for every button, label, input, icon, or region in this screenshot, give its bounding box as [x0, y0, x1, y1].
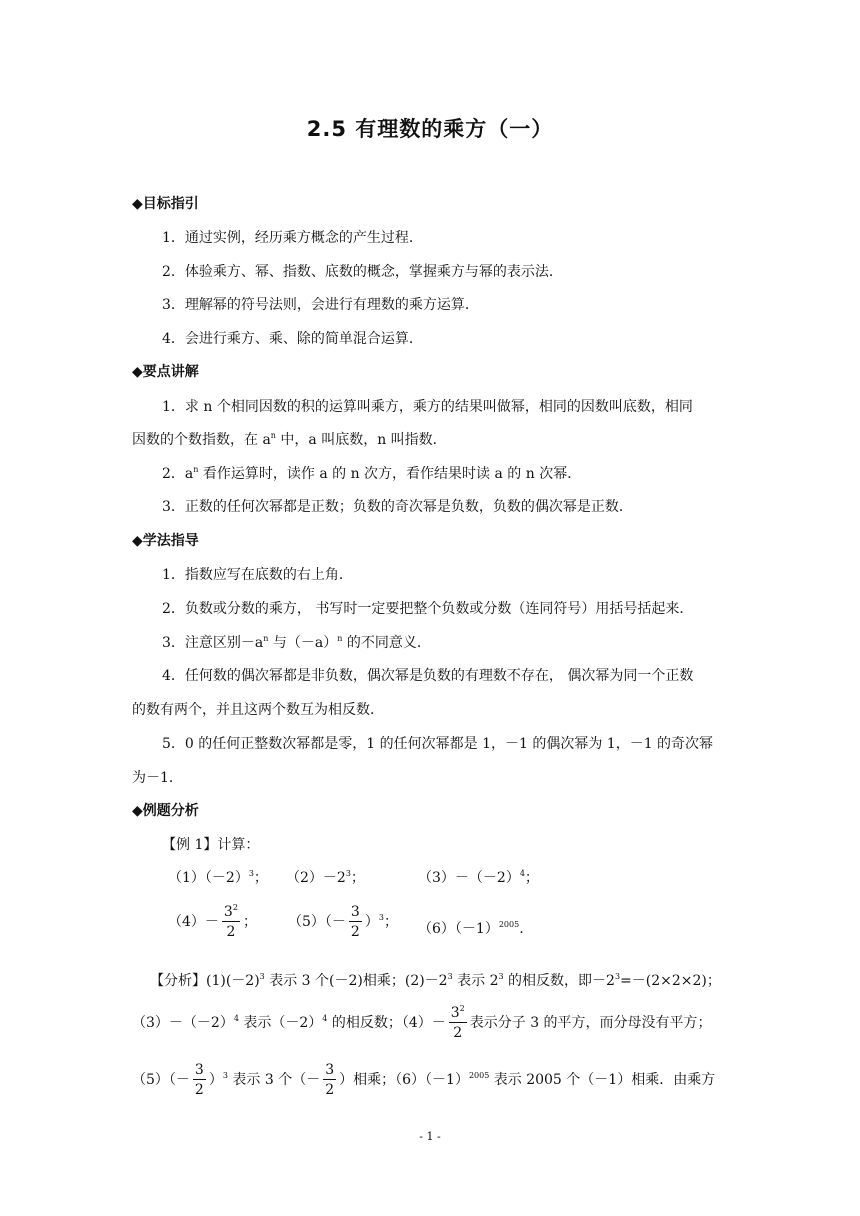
goal-item-3: 3．理解幂的符号法则，会进行有理数的乘方运算． — [162, 297, 479, 313]
example-1-label: 【例 1】计算： — [162, 837, 260, 853]
study-guide-4-line-2: 的数有两个，并且这两个数互为相反数． — [132, 702, 384, 718]
study-guide-5-line-1: 5．0 的任何正整数次幂都是零，1 的任何次幂都是 1，－1 的偶次幂为 1，－1 的奇次幂 — [162, 736, 714, 752]
section-heading-study-guide: ◆学法指导 — [132, 533, 199, 549]
goal-item-4: 4．会进行乘方、乘、除的简单混合运算． — [162, 331, 423, 347]
fraction: $\frac{3}{2}$ — [325, 1062, 335, 1098]
analysis-line-1: 【分析】$(1)(-2)^3$ 表示 3 个(－2)相乘；$(2)-2^3$ 表示 $2^3$ 的相反数，即$-2^3=-(2\times 2\times 2)$； — [150, 972, 721, 989]
fraction: $\frac{3^2}{2}$ — [450, 1004, 465, 1041]
study-guide-4-line-1: 4．任何数的偶次幂都是非负数，偶次幂是负数的有理数不存在， 偶次幂为同一个正数 — [162, 668, 694, 684]
study-guide-2: 2．负数或分数的乘方， 书写时一定要把整个负数或分数（连同符号）用括号括起来． — [162, 601, 694, 617]
key-point-1-line-2: 因数的个数指数，在 $a^n$ 中，a 叫底数，n 叫指数． — [132, 431, 447, 448]
problem-3: $(3)-(-2)^4$； — [418, 869, 539, 886]
analysis-line-2: $(3)-(-2)^4$ 表示$(-2)^4$ 的相反数；（4）－ $\frac{3^2}{2}$ 表示分子 3 的平方，而分母没有平方； — [132, 1004, 712, 1041]
page-number: - 1 - — [419, 1130, 441, 1143]
study-guide-5-line-2: 为－1． — [132, 770, 183, 786]
analysis-line-3: （5）（－ $\frac{3}{2}$ ）$^3$ 表示 3 个（－ $\frac{3}{2}$ ）相乘；$(6)(-1)^{2005}$ 表示 2005 个（－1）相乘．由乘方 — [132, 1062, 716, 1098]
goal-item-2: 2．体验乘方、幂、指数、底数的概念，掌握乘方与幂的表示法． — [162, 264, 563, 280]
study-guide-3: 3．注意区别$-a^n$ 与$(-a)^n$ 的不同意义． — [162, 634, 431, 651]
key-point-2: 2．$a^n$ 看作运算时，读作 a 的 n 次方，看作结果时读 a 的 n 次幂． — [162, 465, 582, 482]
problem-6: $(6)(-1)^{2005}$. — [418, 920, 524, 937]
fraction: $\frac{3^2}{2}$ — [223, 903, 238, 940]
page-title: 2.5 有理数的乘方（一） — [306, 117, 554, 141]
study-guide-1: 1．指数应写在底数的右上角． — [162, 567, 353, 583]
problem-2: $(2)-2^3$； — [286, 869, 365, 886]
fraction: $\frac{3}{2}$ — [194, 1062, 204, 1098]
key-point-3: 3．正数的任何次幂都是正数；负数的奇次幂是负数，负数的偶次幂是正数． — [162, 499, 633, 515]
section-heading-goals: ◆目标指引 — [132, 196, 199, 212]
section-heading-examples: ◆例题分析 — [132, 803, 199, 819]
section-heading-key-points: ◆要点讲解 — [132, 364, 199, 380]
key-point-1-line-1: 1．求 n 个相同因数的积的运算叫乘方，乘方的结果叫做幂，相同的因数叫底数，相同 — [162, 399, 693, 415]
problem-4: （4）－ $\frac{3^2}{2}$ ； — [168, 903, 257, 940]
fraction: $\frac{3}{2}$ — [350, 904, 360, 940]
problem-1: $(1)(-2)^3$； — [168, 869, 268, 886]
goal-item-1: 1．通过实例，经历乘方概念的产生过程． — [162, 230, 423, 246]
problem-5: （5）（－ $\frac{3}{2}$ ）$^3$； — [288, 904, 398, 940]
